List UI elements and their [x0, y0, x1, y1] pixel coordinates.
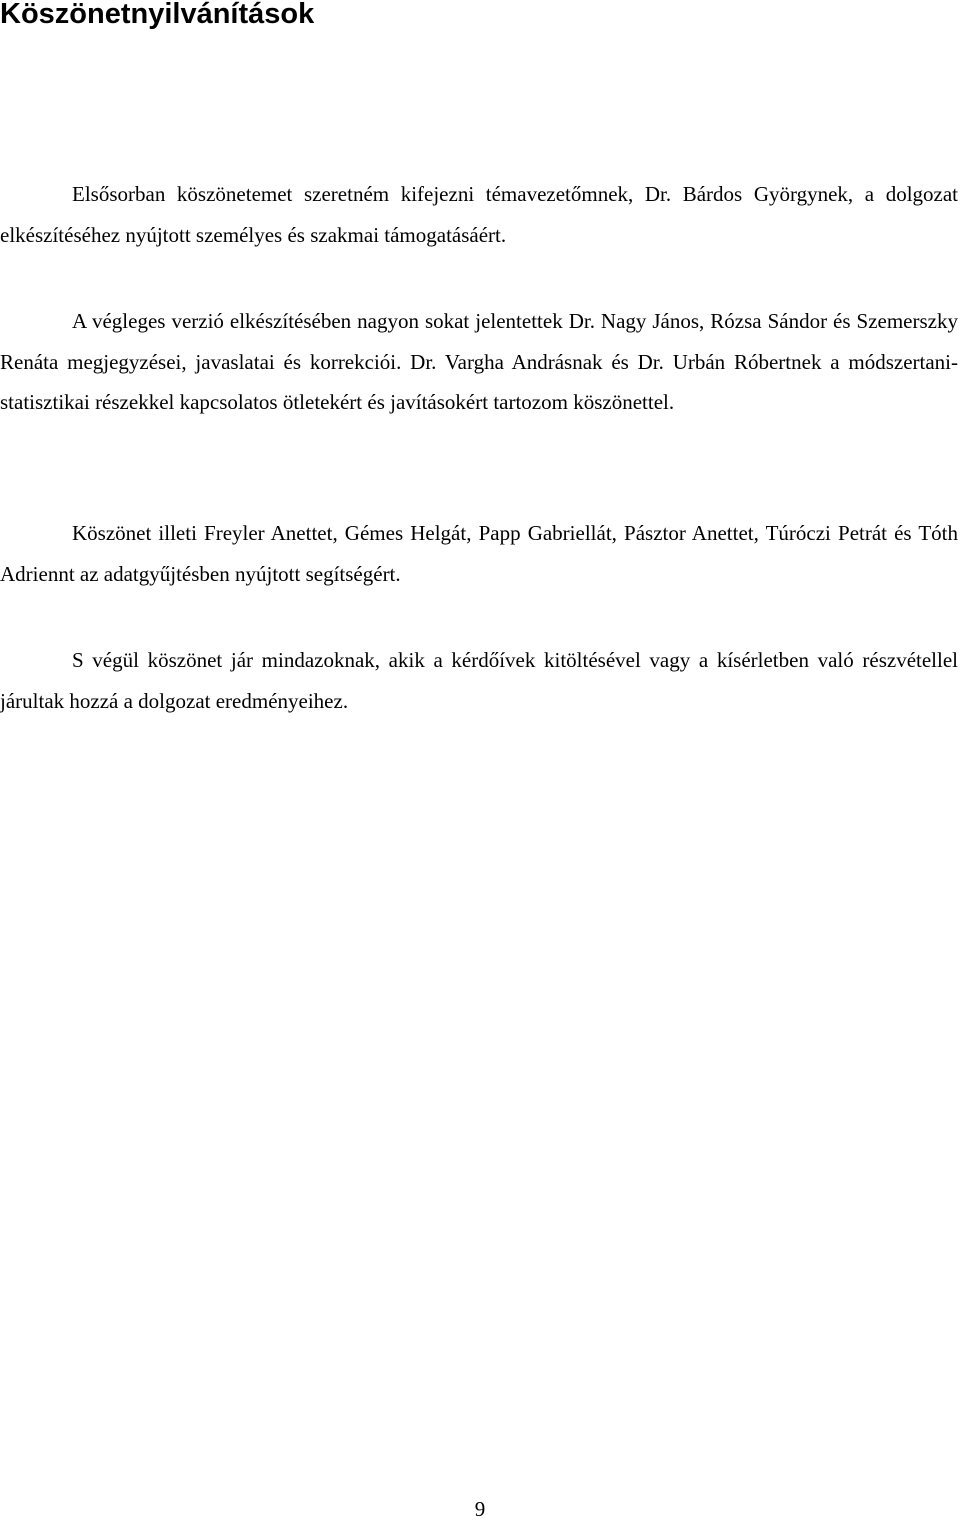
paragraph-reviewers-thanks: A végleges verzió elkészítésében nagyon sokat jelentettek Dr. Nagy János, Rózsa Sándor és Szemerszky Renáta megjegyzései, javaslatai és korrekciói. Dr. Vargha Andrásnak és Dr. Urbán Róbertnek a módszertani-statisztikai részekkel kapcsolatos ötletekért és javításokért tartozom köszönettel. [0, 309, 958, 414]
paragraph-participants-thanks: S végül köszönet jár mindazoknak, akik a kérdőívek kitöltésével vagy a kísérletben való részvétellel járultak hozzá a dolgozat eredményeihez. [0, 648, 958, 713]
paragraph-data-collection-thanks: Köszönet illeti Freyler Anettet, Gémes Helgát, Papp Gabriellát, Pásztor Anettet, Túróczi Petrát és Tóth Adriennt az adatgyűjtésben nyújtott segítségért. [0, 521, 958, 586]
page-title: Köszönetnyilvánítások [0, 0, 315, 30]
page-number: 9 [474, 1497, 486, 1521]
paragraph-supervisor-thanks: Elsősorban köszönetemet szeretném kifejezni témavezetőmnek, Dr. Bárdos Györgynek, a dolgozat elkészítéséhez nyújtott személyes és szakmai támogatásáért. [0, 182, 958, 247]
